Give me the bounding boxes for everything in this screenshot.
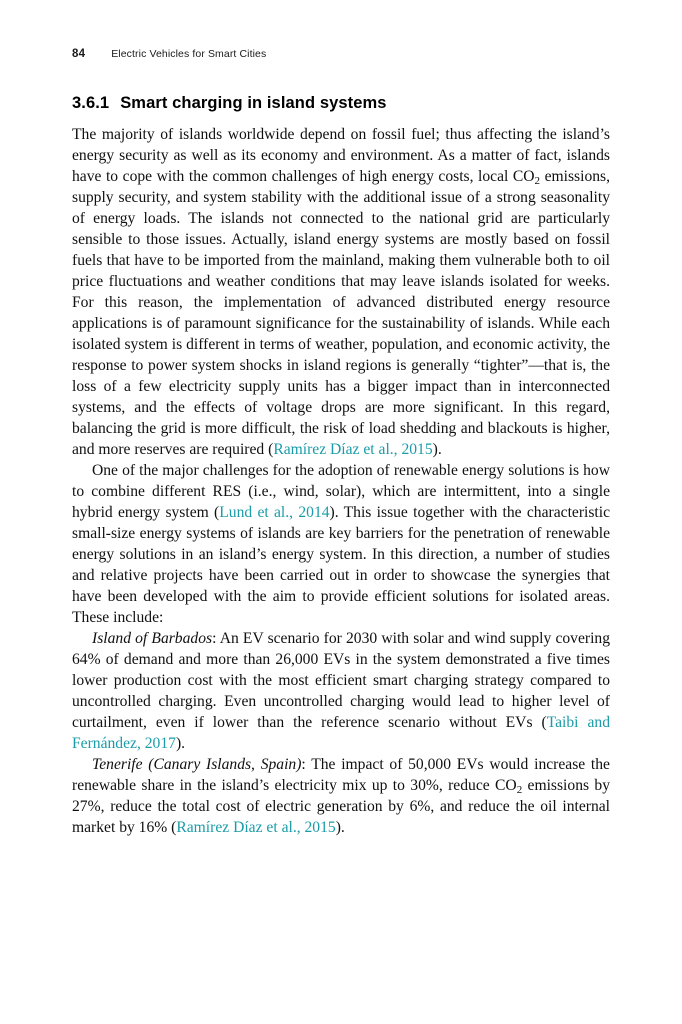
- text-segment: emissions, supply security, and system stability with the additional issue of a strong seasonality of energy loads. The islands not connected to the national grid are particularly sensible to those issues. Actually, island energy systems are mostly based on fossil fuels that have to be imported from the mainland, making them vulnerable both to oil price fluctuations and weather conditions that may leave islands isolated for weeks. For this reason, the implementation of advanced distributed energy resource applications is of paramount significance for the sustainability of islands. While each isolated system is different in terms of weather, population, and economic activity, the response to power system shocks in island regions is generally “tighter”—that is, the loss of a few electricity supply units has a bigger impact than in interconnected systems, and the effects of voltage drops are more significant. In this regard, balancing the grid is more difficult, the risk of load shedding and blackouts is higher, and more reserves are required (: [72, 168, 610, 458]
- text-segment: emissions by 27%, reduce the total cost of electric generation by 6%, and reduce the oil internal market by 16% (: [72, 777, 610, 836]
- page-header: [72, 48, 610, 60]
- text-segment: 2: [534, 175, 541, 187]
- body-text: [72, 124, 610, 838]
- text-segment: 2: [516, 784, 523, 796]
- running-title: Electric Vehicles for Smart Cities: [111, 48, 267, 60]
- text-segment: : An EV scenario for 2030 with solar and wind supply covering 64% of demand and more than 26,000 EVs in the system demonstrated a five times lower production cost with the most efficient smart charging strategy compared to uncontrolled charging. Even uncontrolled charging would lead to higher level of curtailment, even if lower than the reference scenario without EVs (: [72, 630, 611, 731]
- paragraph: [72, 754, 610, 838]
- section-heading: [72, 94, 610, 113]
- citation-link[interactable]: Ramírez Díaz et al., 2015: [176, 819, 336, 836]
- text-segment: Tenerife (Canary Islands, Spain): [92, 756, 302, 773]
- paragraph: [72, 124, 610, 460]
- citation-link[interactable]: Lund et al., 2014: [219, 504, 330, 521]
- paragraph: [72, 628, 610, 754]
- text-segment: ).: [432, 441, 442, 458]
- page-number: 84: [72, 48, 86, 60]
- citation-link[interactable]: Ramírez Díaz et al., 2015: [273, 441, 433, 458]
- text-segment: ).: [335, 819, 345, 836]
- section-number: 3.6.1: [72, 94, 110, 112]
- text-segment: ). This issue together with the characteristic small-size energy systems of islands are key barriers for the penetration of renewable energy solutions in an island’s energy system. In this direction, a number of studies and relative projects have been carried out in order to showcase the synergies that have been developed with the aim to provide efficient solutions for isolated areas. These include:: [72, 504, 610, 626]
- text-segment: The majority of islands worldwide depend on fossil fuel; thus affecting the island’s energy security as well as its economy and environment. As a matter of fact, islands have to cope with the common challenges of high energy costs, local CO: [72, 126, 610, 185]
- text-segment: : The impact of 50,000 EVs would increase the renewable share in the island’s electricity mix up to 30%, reduce CO: [72, 756, 610, 794]
- text-segment: One of the major challenges for the adoption of renewable energy solutions is how to combine different RES (i.e., wind, solar), which are intermittent, into a single hybrid energy system (: [72, 462, 610, 521]
- text-segment: ).: [175, 735, 186, 752]
- citation-link[interactable]: Taibi and Fernández, 2017: [72, 714, 610, 752]
- text-segment: Island of Barbados: [92, 630, 213, 647]
- section-title: Smart charging in island systems: [120, 94, 387, 112]
- paragraph: [72, 460, 610, 628]
